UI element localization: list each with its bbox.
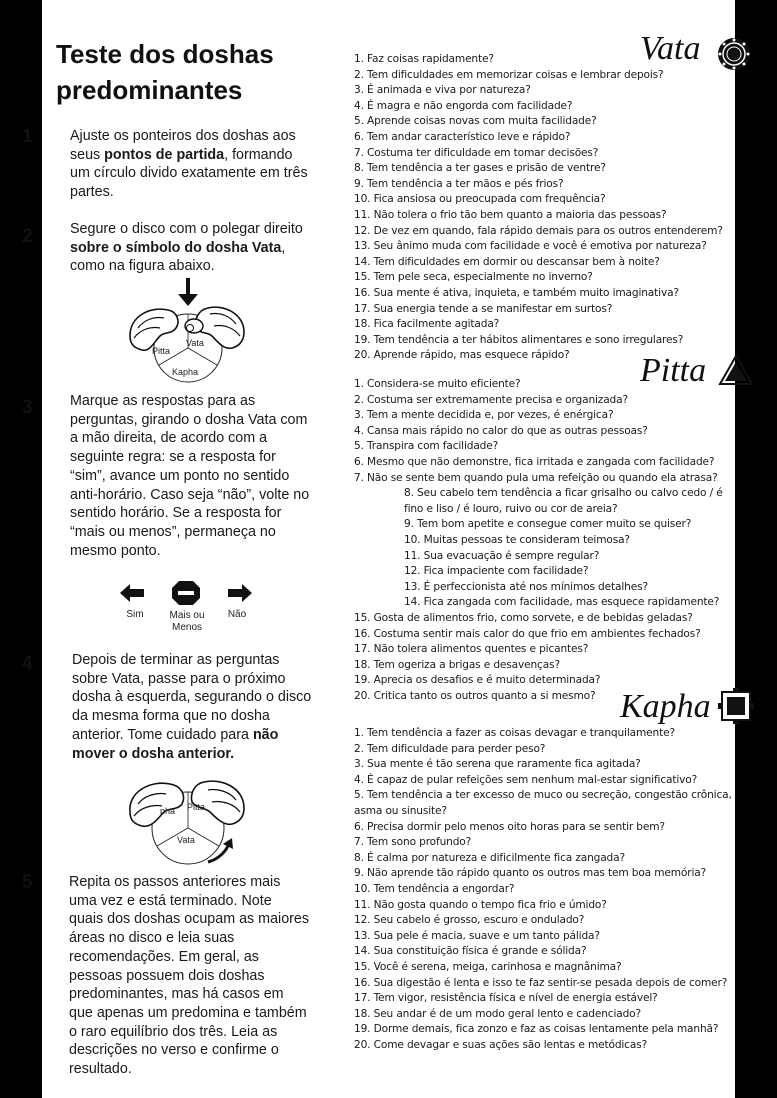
list-item: 20. Come devagar e suas ações são lentas e metódicas? [354, 1038, 648, 1051]
list-item: 17. Não tolera alimentos quentes e picantes? [354, 643, 589, 656]
arrow-label-mais-ou-menos: Mais ou Menos [169, 610, 205, 633]
list-item: 9. Tem bom apetite e consegue comer muito se quiser? [404, 518, 692, 531]
figure2-kapha-label: pha [160, 806, 176, 816]
list-item: 7. Tem sono profundo? [354, 836, 472, 849]
list-item: 13. Sua pele é macia, suave e um tanto pálida? [354, 929, 600, 942]
list-item: 10. Fica ansiosa ou preocupada com frequência? [354, 193, 606, 206]
list-item: 20. Critica tanto os outros quanto a si mesmo? [354, 689, 596, 702]
step-number-5: 5 [22, 872, 33, 893]
list-item: 18. Fica facilmente agitada? [354, 318, 500, 331]
list-item: 18. Seu andar é de um modo geral lento e cadenciado? [354, 1007, 641, 1020]
step-3-text: Marque as respostas para as perguntas, girando o dosha Vata com a mão direita, de acordo com a seguinte regra: se a resposta for “sim”, avance um ponto no sentido anti-horário. Caso seja “não”, volte no sentido horário. Se a resposta for “mais ou menos”, permaneça no mesmo ponto. [70, 393, 310, 559]
step-number-3: 3 [22, 397, 33, 418]
arrow-label-sim: Sim [126, 609, 144, 620]
list-item: 5. Transpira com facilidade? [354, 440, 499, 453]
list-item: 10. Muitas pessoas te consideram teimosa? [404, 533, 630, 546]
list-item: 18. Tem ogeriza a brigas e desavenças? [354, 658, 560, 671]
figure1-pitta-label: Pitta [152, 346, 171, 356]
step-2-text: Segure o disco com o polegar direito sobre o símbolo do dosha Vata, como na figura abaixo. [70, 221, 303, 275]
list-item: 14. Sua constituição física é grande e sólida? [354, 945, 587, 958]
list-item: 12. Seu cabelo é grosso, escuro e ondulado? [354, 914, 585, 927]
arrow-symbols [118, 580, 258, 606]
list-item: 9. Não aprende tão rápido quanto os outros mas tem boa memória? [354, 867, 707, 880]
step-5-text: Repita os passos anteriores mais uma vez e está terminado. Note quais dos doshas ocupam as maiores áreas no disco e leia suas recomendações. Em geral, as pessoas possuem dois doshas predominantes, mas há casos em que apenas um predomina e também o raro equilíbrio dos três. Leia as descrições no verso e confirme o resultado. [69, 874, 310, 1078]
list-item: 4. É magra e não engorda com facilidade? [354, 99, 573, 112]
list-item: 1. Faz coisas rapidamente? [354, 53, 494, 65]
list-item: 13. É perfeccionista até nos mínimos detalhes? [404, 580, 648, 593]
list-item: 2. Tem dificuldade para perder peso? [354, 742, 546, 755]
kapha-question-list [354, 726, 732, 1053]
step-number-2: 2 [22, 226, 33, 247]
list-item: 14. Fica zangada com facilidade, mas esquece rapidamente? [404, 596, 720, 609]
step-number-4: 4 [22, 653, 33, 674]
disc-figure-1 [120, 276, 250, 386]
list-item: 15. Gosta de alimentos frio, como sorvete, e de bebidas geladas? [354, 611, 693, 624]
list-item: 2. Tem dificuldades em memorizar coisas e lembrar depois? [354, 68, 664, 81]
list-item: 14. Tem dificuldades em dormir ou descansar bem à noite? [354, 255, 660, 268]
list-item: 5. Aprende coisas novas com muita facilidade? [354, 115, 597, 128]
list-item: 4. É capaz de pular refeições sem nenhum mal-estar significativo? [354, 773, 698, 786]
list-item: 2. Costuma ser extremamente precisa e organizada? [354, 393, 628, 406]
step-1-text: Ajuste os ponteiros dos doshas aos seus pontos de partida, formando um círculo divido exatamente em três partes. [70, 128, 308, 201]
left-black-border [0, 0, 42, 1098]
list-item: 20. Aprende rápido, mas esquece rápido? [354, 349, 570, 362]
list-item: 4. Cansa mais rápido no calor do que as outras pessoas? [354, 424, 648, 437]
list-item: 8. É calma por natureza e dificilmente fica zangada? [354, 851, 625, 864]
list-item: 9. Tem tendência a ter mãos e pés frios? [354, 177, 564, 190]
list-item: 7. Costuma ter dificuldade em tomar decisões? [354, 146, 599, 159]
list-item: 8. Seu cabelo tem tendência a ficar grisalho ou calvo cedo / é fino e liso / é louro, ruivo ou cor de areia? [404, 487, 723, 515]
figure2-pitta-label: Pitta [187, 802, 206, 812]
list-item: 1. Tem tendência a fazer as coisas devagar e tranquilamente? [354, 727, 675, 739]
list-item: 16. Costuma sentir mais calor do que frio em ambientes fechados? [354, 627, 701, 640]
left-arrow-icon [120, 584, 144, 602]
list-item: 6. Mesmo que não demonstre, fica irritada e zangada com facilidade? [354, 455, 715, 468]
vata-heading: Vata [640, 30, 701, 67]
list-item: 11. Não tolera o frio tão bem quanto a maioria das pessoas? [354, 208, 667, 221]
list-item: 15. Tem pele seca, especialmente no inverno? [354, 271, 593, 284]
page-title: Teste dos doshas predominantes [56, 39, 274, 105]
list-item: 6. Tem andar característico leve e rápido? [354, 130, 571, 143]
list-item: 15. Você é serena, meiga, carinhosa e magnânima? [354, 960, 622, 973]
right-black-border [735, 0, 777, 1098]
list-item: 13. Seu ânimo muda com facilidade e você é emotiva por natureza? [354, 240, 707, 253]
vata-question-list [354, 52, 732, 364]
list-item: 1. Considera-se muito eficiente? [354, 378, 521, 390]
list-item: 7. Não se sente bem quando pula uma refeição ou quando ela atrasa? [354, 471, 718, 484]
list-item: 3. Sua mente é tão serena que raramente fica agitada? [354, 758, 641, 771]
pitta-heading: Pitta [640, 352, 707, 389]
list-item: 5. Tem tendência a ter excesso de muco ou secreção, congestão crônica, asma ou sinusite? [354, 789, 732, 817]
list-item: 8. Tem tendência a ter gases e prisão de ventre? [354, 162, 606, 175]
disc-figure-2 [120, 768, 250, 874]
figure1-vata-label: Vata [186, 338, 204, 348]
arrow-label-nao: Não [227, 609, 247, 620]
list-item: 19. Dorme demais, fica zonzo e faz as coisas lentamente pela manhã? [354, 1023, 719, 1036]
list-item: 6. Precisa dormir pelo menos oito horas para se sentir bem? [354, 820, 665, 833]
list-item: 11. Não gosta quando o tempo fica frio e úmido? [354, 898, 607, 911]
list-item: 16. Sua mente é ativa, inquieta, e também muito imaginativa? [354, 286, 679, 299]
figure1-kapha-label: Kapha [172, 367, 199, 377]
list-item: 12. Fica impaciente com facilidade? [404, 565, 589, 578]
step-4-text: Depois de terminar as perguntas sobre Vata, passe para o próximo dosha à esquerda, segurando o disco da mesma forma que no dosha anterior. Tome cuidado para não mover o dosha anterior. [72, 652, 312, 762]
list-item: 16. Sua digestão é lenta e isso te faz sentir-se pesada depois de comer? [354, 976, 728, 989]
right-arrow-icon [228, 584, 252, 602]
list-item: 17. Tem vigor, resistência física e nível de energia estável? [354, 992, 658, 1005]
list-item: 3. Tem a mente decidida e, por vezes, é enérgica? [354, 409, 614, 422]
list-item: 19. Aprecia os desafios e é muito determinada? [354, 674, 601, 687]
list-item: 10. Tem tendência a engordar? [354, 882, 515, 895]
list-item: 19. Tem tendência a ter hábitos alimentares e sono irregulares? [354, 333, 684, 346]
down-arrow-icon [178, 278, 198, 306]
list-item: 17. Sua energia tende a se manifestar em surtos? [354, 302, 613, 315]
kapha-heading: Kapha [620, 688, 711, 725]
list-item: 12. De vez em quando, fala rápido demais para os outros entenderem? [354, 224, 723, 237]
list-item: 3. É animada e viva por natureza? [354, 84, 531, 97]
list-item: 11. Sua evacuação é sempre regular? [404, 549, 600, 562]
figure2-vata-label: Vata [177, 835, 195, 845]
step-number-1: 1 [22, 126, 33, 147]
pitta-question-list [354, 377, 732, 704]
